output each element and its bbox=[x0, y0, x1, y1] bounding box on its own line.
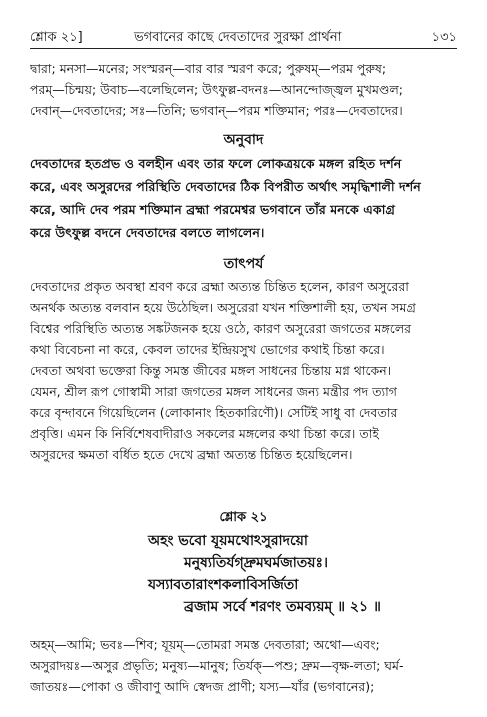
purport-line: অনর্থক অত্যন্ত বলবান হয়ে উঠেছিল। অসুরেরা যখন শক্তিশালী হয়, তখন সমগ্র bbox=[30, 300, 416, 315]
translation-text bbox=[30, 152, 457, 244]
purport-line: প্রবৃত্তি। এমন কি নির্বিশেষবাদীরাও সকলের মঙ্গলের কথা চিন্তা করে। তাই bbox=[30, 426, 379, 441]
synonym-line: জাতয়ঃ—পোকা ও জীবাণু আদি স্বেদজ প্রাণী; যস্য—যাঁর (ভগবানের); bbox=[30, 679, 375, 694]
purport-line: করে বৃন্দাবনে গিয়েছিলেন (লোকানাং হিতকারিণৌ)। সেটিই সাধু বা দেবতার bbox=[30, 405, 398, 420]
verse-reference: শ্লোক ২১] bbox=[30, 30, 83, 45]
page-number: ১৩১ bbox=[431, 30, 457, 45]
synonym-line: দ্বারা; মনসা—মনের; সংস্মরন্—বার বার স্মরণ করে; পুরুষম্—পরম পুরুষ; bbox=[30, 61, 387, 76]
translation-heading: অনুবাদ bbox=[223, 132, 264, 148]
purport-text bbox=[30, 276, 457, 465]
chapter-title: ভগবানের কাছে দেবতাদের সুরক্ষা প্রার্থনা bbox=[134, 30, 342, 45]
translation-line: করে, আদি দেব পরম শক্তিমান ব্রহ্মা পরমেশ্বর ভগবানে তাঁর মনকে একাগ্র bbox=[30, 202, 395, 217]
translation-line: দেবতাদের হতপ্রভ ও বলহীন এবং তার ফলে লোকত্রয়কে মঙ্গল রহিত দর্শন bbox=[30, 156, 402, 171]
purport-line: অসুরদের ক্ষমতা বর্ধিত হতে দেখে ব্রহ্মা অত্যন্ত চিন্তিত হয়েছিলেন। bbox=[30, 447, 353, 462]
purport-line: যেমন, শ্রীল রূপ গোস্বামী সারা জগতের মঙ্গল সাধনের জন্য মন্ত্রীর পদ ত্যাগ bbox=[30, 384, 397, 399]
translation-line: করে উৎফুল্ল বদনে দেবতাদের বলতে লাগলেন। bbox=[30, 225, 265, 240]
synonyms-verse-21 bbox=[30, 634, 457, 697]
purport-line: দেবতাদের প্রকৃত অবস্থা শ্রবণ করে ব্রহ্মা অত্যন্ত চিন্তিত হলেন, কারণ অসুরেরা bbox=[30, 279, 409, 294]
synonym-line: দেবান্—দেবতাদের; সঃ—তিনি; ভগবান্—পরম শক্তিমান; পরঃ—দেবতাদের। bbox=[30, 103, 403, 118]
synonym-line: অসুরাদয়ঃ—অসুর প্রভৃতি; মনুষ্য—মানুষ; তির্যক্—পশু; দ্রুম—বৃক্ষ-লতা; ঘর্ম- bbox=[30, 658, 404, 673]
synonyms-continued bbox=[30, 58, 457, 121]
synonym-line: অহম্—আমি; ভবঃ—শিব; যূয়ম্—তোমরা সমস্ত দেবতারা; অথো—এবং; bbox=[30, 637, 380, 652]
verse-line: ব্রজাম সর্বে শরণং তমব্যয়ম্ ॥ ২১ ॥ bbox=[184, 599, 381, 615]
verse-heading: শ্লোক ২১ bbox=[219, 510, 268, 525]
purport-line: কথা বিবেচনা না করে, কেবল তাদের ইন্দ্রিয়সুখ ভোগের কথাই চিন্তা করে। bbox=[30, 342, 385, 357]
verse-line: মনুষ্যতির্যগ্‌দ্রুমঘর্মজাতয়ঃ। bbox=[184, 555, 329, 571]
purport-line: বিশ্বের পরিস্থিতি অত্যন্ত সঙ্কটজনক হয়ে ওঠে, কারণ অসুরেরা জগতের মঙ্গলের bbox=[30, 321, 412, 336]
verse-line: অহং ভবো যূয়মথোঽসুরাদয়ো bbox=[148, 533, 308, 549]
sanskrit-verse bbox=[0, 530, 487, 620]
purport-line: দেবতা অথবা ভক্তেরা কিন্তু সমস্ত জীবের মঙ্গল সাধনের চিন্তায় মগ্ন থাকেন। bbox=[30, 363, 392, 378]
translation-line: করে, এবং অসুরদের পরিস্থিতি দেবতাদের ঠিক বিপরীত অর্থাৎ সমৃদ্ধিশালী দর্শন bbox=[30, 179, 421, 194]
page-header bbox=[30, 26, 457, 49]
verse-line: যস্যাবতারাংশকলাবিসর্জিতা bbox=[148, 577, 299, 593]
synonym-line: পরম্—চিন্ময়; উবাচ—বলেছিলেন; উৎফুল্ল-বদনঃ—আনন্দোজ্জ্বল মুখমণ্ডল; bbox=[30, 82, 404, 97]
purport-heading: তাৎপর্য bbox=[223, 256, 264, 272]
